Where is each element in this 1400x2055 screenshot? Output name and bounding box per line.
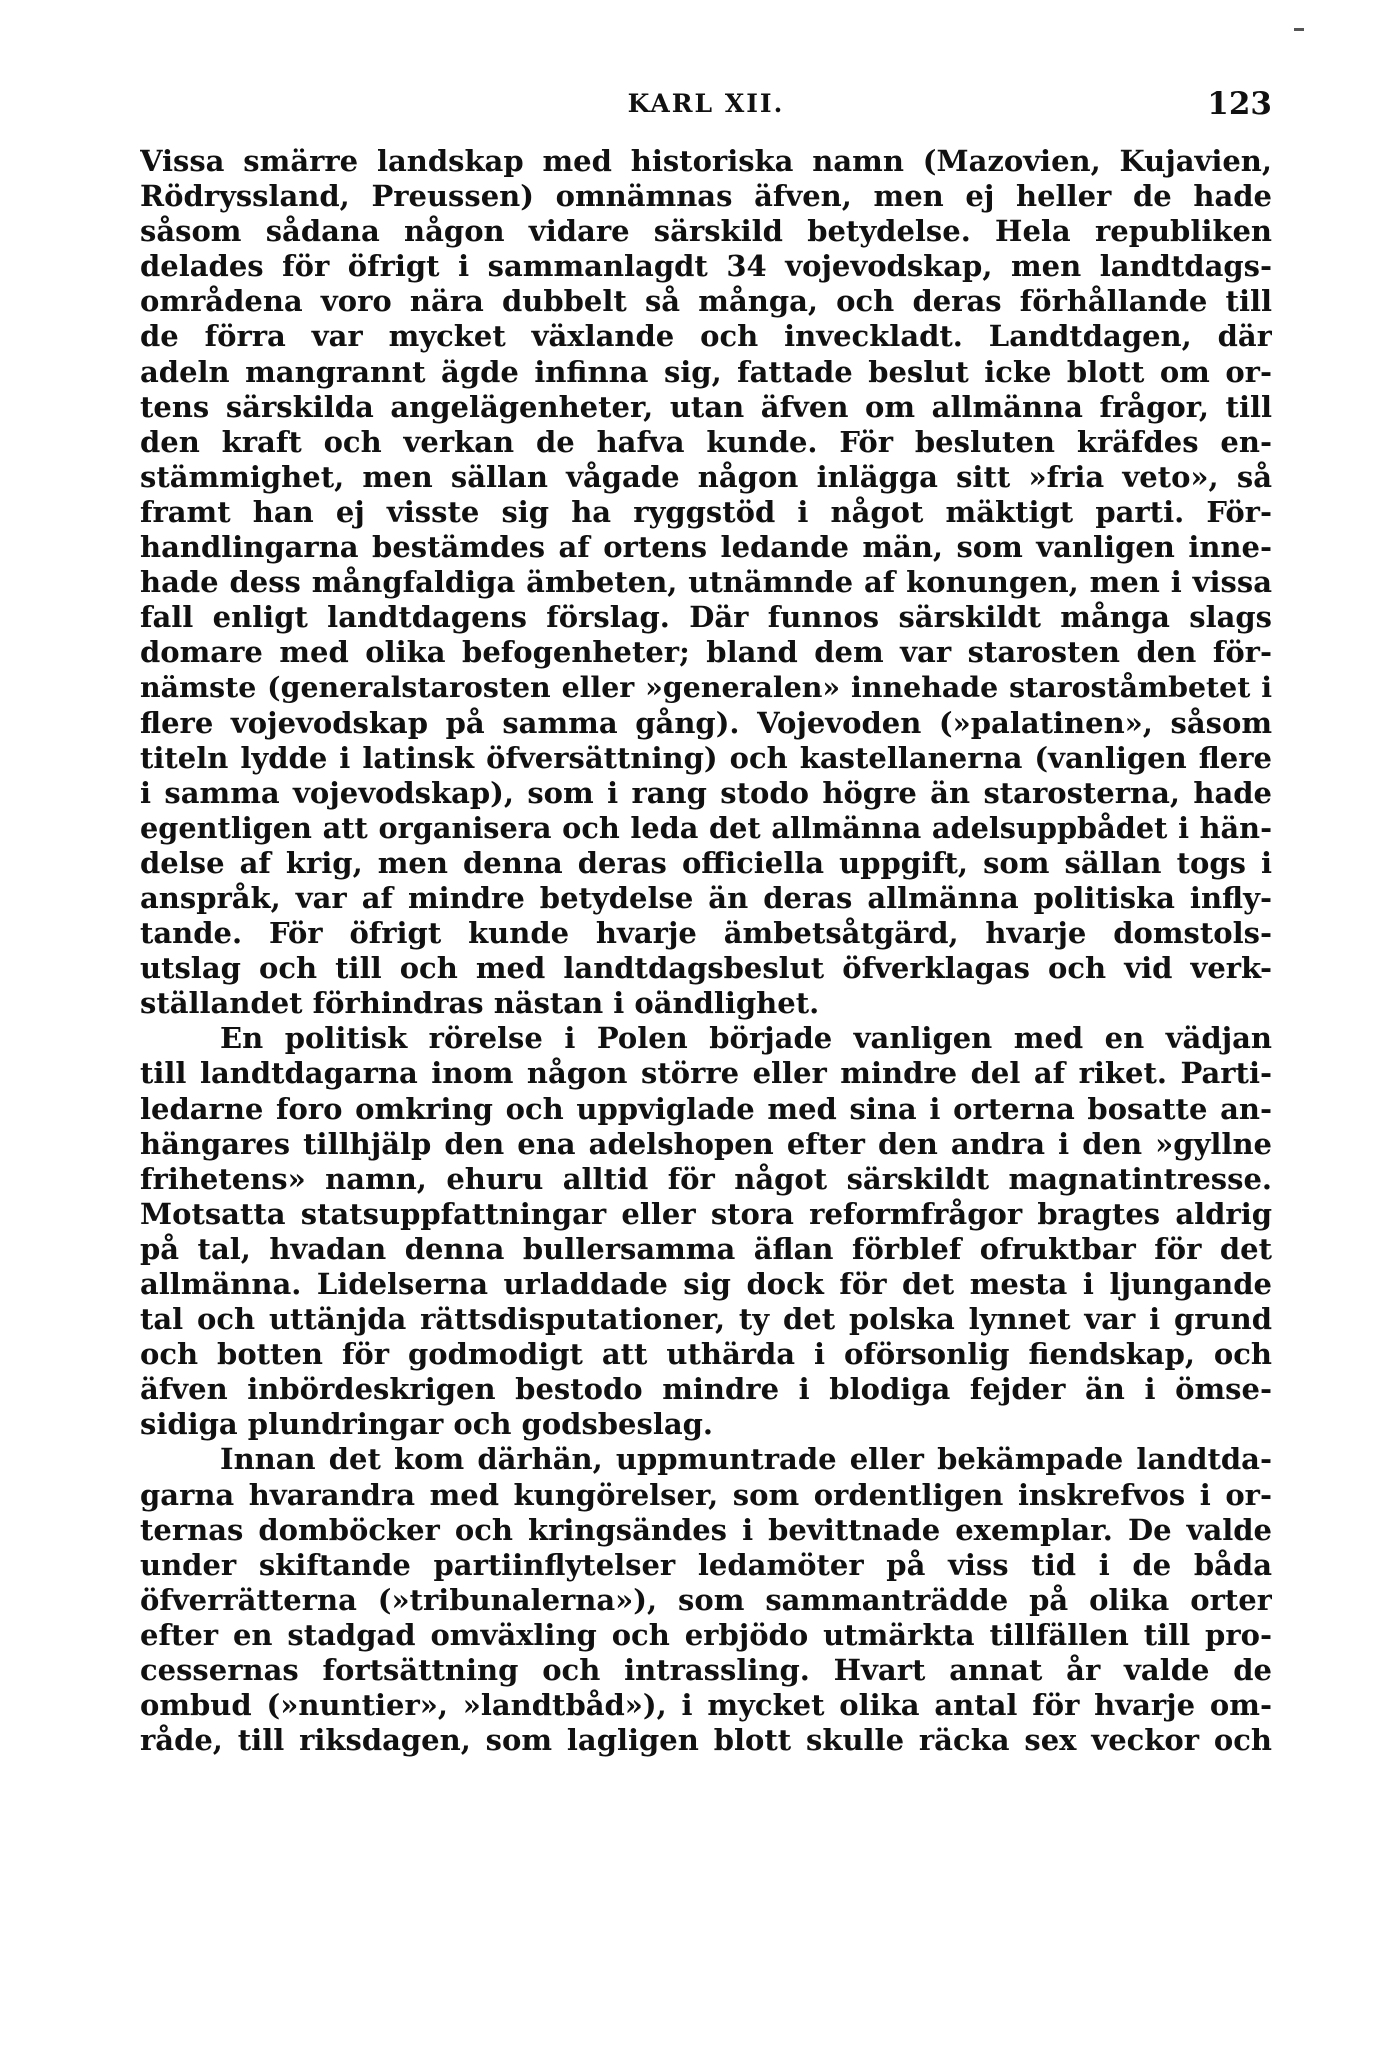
scan-mark xyxy=(1294,28,1304,31)
text-line: den kraft och verkan de hafva kunde. För besluten kräfdes en- xyxy=(140,424,1272,459)
running-title: KARL XII. xyxy=(627,89,785,118)
text-line: efter en stadgad omväxling och erbjödo utmärkta tillfällen till pro- xyxy=(140,1617,1272,1652)
text-line: tens särskilda angelägenheter, utan äfven om allmänna frågor, till xyxy=(140,389,1272,424)
text-line: de förra var mycket växlande och inveckladt. Landtdagen, där xyxy=(140,319,1272,354)
text-line: öfverrätterna (»tribunalerna»), som sammanträdde på olika orter xyxy=(140,1582,1272,1617)
text-line: utslag och till och med landtdagsbeslut öfverklagas och vid verk- xyxy=(140,951,1272,986)
text-line: nämste (generalstarosten eller »generalen» innehade staroståmbetet i xyxy=(140,670,1272,705)
text-line: Motsatta statsuppfattningar eller stora reformfrågor bragtes aldrig xyxy=(140,1196,1272,1231)
text-line: allmänna. Lidelserna urladdade sig dock för det mesta i ljungande xyxy=(140,1267,1272,1301)
text-line: garna hvarandra med kungörelser, som ordentligen inskrefvos i or- xyxy=(140,1477,1272,1512)
text-line: anspråk, var af mindre betydelse än deras allmänna politiska infly- xyxy=(140,880,1272,915)
text-line: flere vojevodskap på samma gång). Vojevoden (»palatinen», såsom xyxy=(140,705,1272,740)
text-line: fall enligt landtdagens förslag. Där funnos särskildt många slags xyxy=(140,600,1272,635)
text-line: till landtdagarna inom någon större eller mindre del af riket. Parti- xyxy=(140,1056,1272,1091)
text-line: på tal, hvadan denna bullersamma äflan förblef ofruktbar för det xyxy=(140,1231,1272,1266)
text-line: ombud (»nuntier», »landtbåd»), i mycket olika antal för hvarje om- xyxy=(140,1688,1272,1723)
text-line: adeln mangrannt ägde infinna sig, fattade beslut icke blott om or- xyxy=(140,354,1272,389)
text-line: tal och uttänjda rättsdisputationer, ty det polska lynnet var i grund xyxy=(140,1302,1272,1337)
text-line: stämmighet, men sällan vågade någon inlägga sitt »fria veto», så xyxy=(140,459,1272,494)
text-line: områdena voro nära dubbelt så många, och deras förhållande till xyxy=(140,284,1272,319)
text-line: och botten för godmodigt att uthärda i oförsonlig fiendskap, och xyxy=(140,1337,1272,1372)
text-line: såsom sådana någon vidare särskild betydelse. Hela republiken xyxy=(140,214,1272,249)
text-line: ternas domböcker och kringsändes i bevittnade exemplar. De valde xyxy=(140,1512,1272,1547)
text-line: cessernas fortsättning och intrassling. Hvart annat år valde de xyxy=(140,1653,1272,1688)
text-line: delse af krig, men denna deras officiella uppgift, som sällan togs i xyxy=(140,845,1272,880)
text-line: handlingarna bestämdes af ortens ledande män, som vanligen inne- xyxy=(140,530,1272,565)
text-line: ledarne foro omkring och uppviglade med sina i orterna bosatte an- xyxy=(140,1091,1272,1126)
text-line: tande. För öfrigt kunde hvarje ämbetsåtgärd, hvarje domstols- xyxy=(140,916,1272,951)
text-line: egentligen att organisera och leda det allmänna adelsuppbådet i hän- xyxy=(140,810,1272,845)
text-line: under skiftande partiinflytelser ledamöter på viss tid i de båda xyxy=(140,1547,1272,1582)
text-line: Innan det kom därhän, uppmuntrade eller bekämpade landtda- xyxy=(220,1442,1272,1477)
text-line: Rödryssland, Preussen) omnämnas äfven, men ej heller de hade xyxy=(140,179,1272,214)
text-line: äfven inbördeskrigen bestodo mindre i blodiga fejder än i ömse- xyxy=(140,1372,1272,1407)
body-text xyxy=(140,144,1272,1758)
text-line: frihetens» namn, ehuru alltid för något särskildt magnatintresse. xyxy=(140,1161,1272,1196)
text-line: titeln lydde i latinsk öfversättning) och kastellanerna (vanligen flere xyxy=(140,740,1272,775)
paragraph xyxy=(140,1442,1272,1758)
paragraph xyxy=(140,144,1272,1021)
running-head xyxy=(140,84,1272,124)
text-line: sidiga plundringar och godsbeslag. xyxy=(140,1407,714,1442)
paragraph xyxy=(140,1021,1272,1442)
text-line: råde, till riksdagen, som lagligen blott skulle räcka sex veckor och xyxy=(140,1723,1272,1758)
page-number: 123 xyxy=(1207,86,1272,122)
text-line: delades för öfrigt i sammanlagdt 34 vojevodskap, men landtdags- xyxy=(140,249,1272,284)
text-line: framt han ej visste sig ha ryggstöd i något mäktigt parti. För- xyxy=(140,494,1272,529)
text-line: hade dess mångfaldiga ämbeten, utnämnde af konungen, men i vissa xyxy=(140,565,1272,600)
text-line: domare med olika befogenheter; bland dem var starosten den för- xyxy=(140,635,1272,670)
text-line: i samma vojevodskap), som i rang stodo högre än starosterna, hade xyxy=(140,775,1272,810)
text-line: Vissa smärre landskap med historiska namn (Mazovien, Kujavien, xyxy=(140,144,1272,178)
text-line: hängares tillhjälp den ena adelshopen efter den andra i den »gyllne xyxy=(140,1126,1272,1161)
text-line: ställandet förhindras nästan i oändlighet. xyxy=(140,986,820,1021)
text-line: En politisk rörelse i Polen började vanligen med en vädjan xyxy=(220,1021,1272,1056)
